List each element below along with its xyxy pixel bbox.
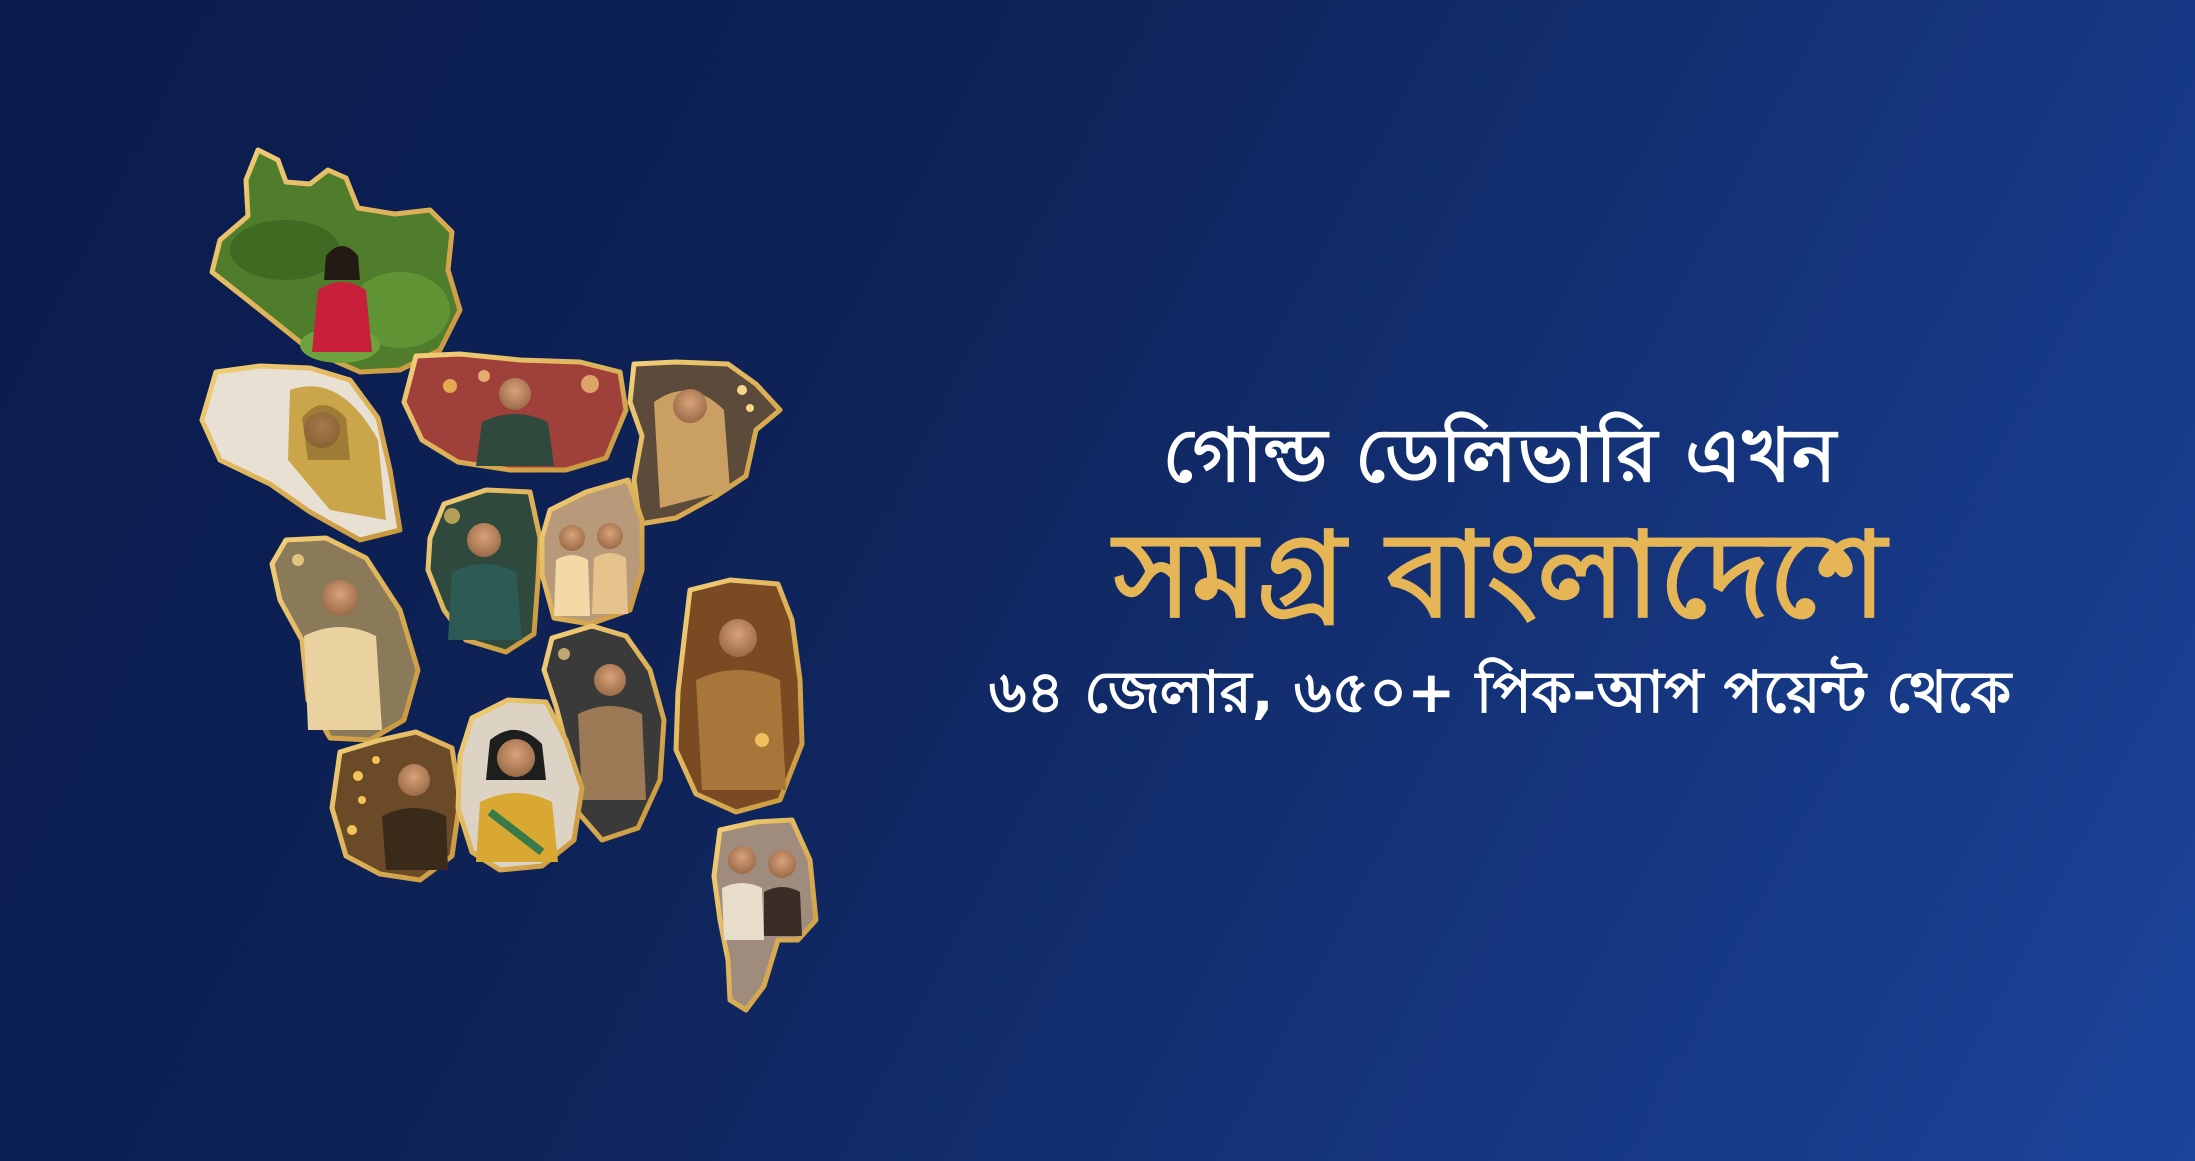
headline-line2: সমগ্র বাংলাদেশে [1113,506,1887,644]
tile-lights-man-phone [332,732,460,880]
tile-man-candle-light [676,580,802,812]
tile-man-green-shirt-street [404,354,626,470]
tile-woman-gold-scarf [202,366,400,540]
tile-couple-phones [714,820,816,1010]
headline-line3: ৬৪ জেলার, ৬৫০+ পিক-আপ পয়েন্ট থেকে [988,658,2012,726]
bangladesh-map-collage [190,140,870,1020]
bangladesh-map-collage-icon [190,140,870,1020]
tile-man-smiling-bokeh [428,490,540,652]
tile-woman-shawl-lights [630,362,780,524]
headline-block [880,408,2120,732]
tile-two-women-phones [542,480,642,624]
headline-line1: গোল্ড ডেলিভারি এখন [1162,413,1838,499]
tile-tea-garden-woman [212,150,460,372]
tile-man-glasses-checked [272,538,418,740]
